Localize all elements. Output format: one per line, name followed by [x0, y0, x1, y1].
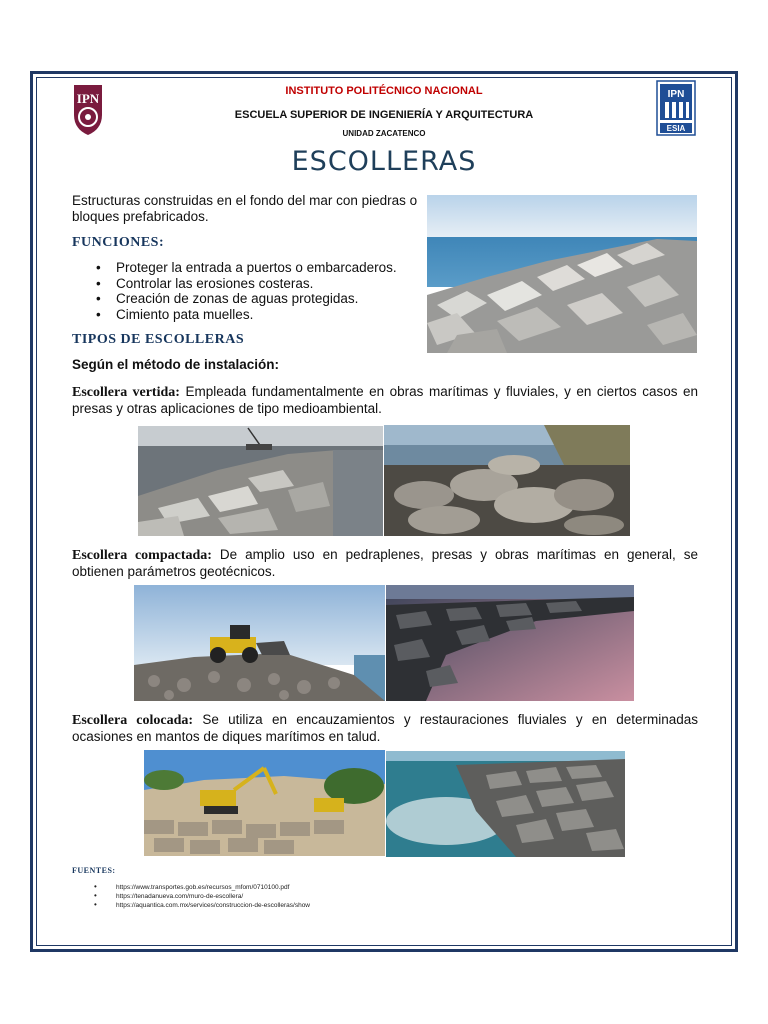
metodo-subheading: Según el método de instalación:: [72, 357, 280, 372]
unit-name: UNIDAD ZACATENCO: [342, 129, 426, 138]
source-link[interactable]: • https://www.transportes.gob.es/recursos_mfom/0710100.pdf: [94, 883, 310, 892]
compactada-text: De amplio uso en pedraplenes, presas y obras marítimas en general, se obtienen parámetros geotécnicos.: [72, 547, 698, 579]
list-item: • Controlar las erosiones costeras.: [96, 276, 397, 292]
list-item: • Creación de zonas de aguas protegidas.: [96, 291, 397, 307]
list-item: • Cimiento pata muelles.: [96, 307, 397, 323]
tipos-heading: TIPOS DE ESCOLLERAS: [72, 332, 245, 347]
source-link[interactable]: • https://tenadanueva.com/muro-de-escollera/: [94, 892, 310, 901]
intro-text: Estructuras construidas en el fondo del mar con piedras o bloques prefabricados.: [72, 193, 418, 224]
fuentes-heading: FUENTES:: [72, 866, 116, 875]
list-item: • Proteger la entrada a puertos o embarcaderos.: [96, 260, 397, 276]
source-link[interactable]: • https://aquantica.com.mx/services/construccion-de-escolleras/show: [94, 901, 310, 910]
colocada-photo-right: [386, 751, 625, 857]
page-title: ESCOLLERAS: [291, 146, 477, 177]
vertida-photo-left: [138, 426, 383, 536]
esia-logo-bottom-text: ESIA: [666, 124, 686, 133]
institute-name: INSTITUTO POLITÉCNICO NACIONAL: [285, 85, 483, 97]
funciones-heading: FUNCIONES:: [72, 235, 165, 250]
ipn-logo-text: IPN: [76, 91, 100, 106]
colocada-paragraph: [72, 712, 698, 745]
compactada-photo-right: [386, 585, 634, 701]
colocada-text: Se utiliza en encauzamientos y restauraciones fluviales y en determinadas ocasiones en mantos de diques marítimos en talud.: [72, 712, 698, 744]
colocada-photo-left: [144, 750, 385, 856]
compactada-paragraph: [72, 547, 698, 580]
colocada-label: Escollera colocada:: [72, 713, 194, 728]
breakwater-photo: [427, 195, 697, 353]
vertida-text: Empleada fundamentalmente en obras marítimas y fluviales, y en ciertos casos en presas y otras aplicaciones de tipo medioambiental.: [72, 384, 698, 416]
vertida-photo-right: [384, 425, 630, 536]
vertida-paragraph: [72, 384, 698, 417]
school-name: ESCUELA SUPERIOR DE INGENIERÍA Y ARQUITECTURA: [234, 109, 534, 121]
esia-logo-top-text: IPN: [667, 89, 685, 100]
vertida-label: Escollera vertida:: [72, 385, 180, 400]
compactada-label: Escollera compactada:: [72, 548, 212, 563]
compactada-photo-left: [134, 585, 385, 701]
fuentes-list: [94, 883, 310, 910]
funciones-list: [96, 260, 397, 322]
